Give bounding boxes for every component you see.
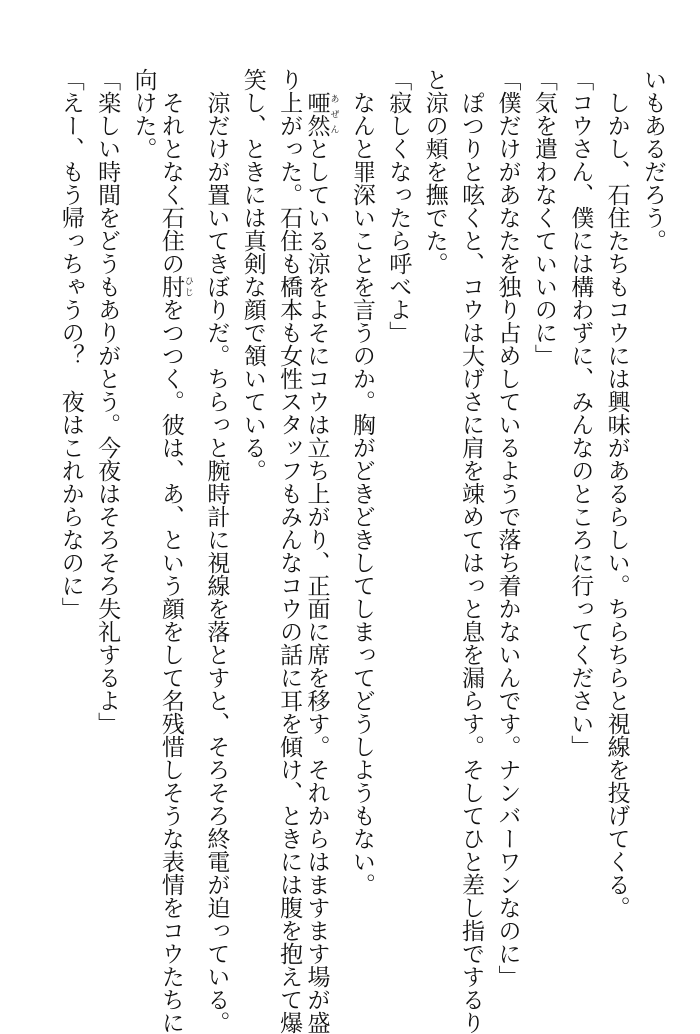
ruby-annotation <box>157 275 193 298</box>
text-line: り上がった。石住も橋本も女性スタッフもみんなコウの話に耳を傾け、ときには腹を抱えて爆 <box>276 68 303 1034</box>
text-line: 涼だけが置いてきぼりだ。ちらっと腕時計に視線を落とすと、そろそろ終電が迫っている。 <box>203 68 230 1034</box>
text-line: と涼の頬を撫でた。 <box>421 68 448 275</box>
text-line: なんと罪深いことを言うのか。胸がどきどきしてしまってどうしようもない。 <box>348 68 375 896</box>
text-line: ぽつりと呟くと、コウは大げさに肩を竦めてはっと息を漏らす。そしてひと差し指でするり <box>458 68 485 1034</box>
text-line: 向けた。 <box>130 68 157 160</box>
text-line: 「コウさん、僕には構わずに、みんなのところに行ってください」 <box>567 68 594 758</box>
text-line: 「えー、もう帰っちゃうの？ 夜はこれからなのに」 <box>57 68 84 620</box>
line-segment <box>303 68 329 91</box>
ruby-annotation <box>303 91 339 137</box>
ruby-base: 肘 <box>157 275 184 298</box>
ruby-reading: ひじ <box>182 275 193 298</box>
line-segment: としている涼をよそにコウは立ち上がり、正面に席を移す。それからはますます場が盛 <box>303 137 330 1034</box>
line-segment: それとなく石住の <box>157 68 184 275</box>
text-line: 「僕だけがあなたを独り占めしているようで落ち着かないんです。ナンバーワンなのに」 <box>494 68 521 988</box>
vertical-text-body <box>34 68 666 1034</box>
text-line: いもあるだろう。 <box>640 68 666 252</box>
ruby-base: 唖然 <box>303 91 330 137</box>
text-line: 「寂しくなったら呼べよ」 <box>385 68 412 344</box>
line-segment: をつつく。彼は、あ、という顔をして名残惜しそうな表情をコウたちに <box>157 298 184 1034</box>
text-line: 「気を遣わなくていいのに」 <box>530 68 557 367</box>
text-line: 「楽しい時間をどうもありがとう。今夜はそろそろ失礼するよ」 <box>94 68 121 735</box>
text-line: 笑し、ときには真剣な顔で頷いている。 <box>239 68 266 482</box>
ruby-reading: あぜん <box>328 91 339 137</box>
text-line: しかし、石住たちもコウには興味があるらしい。ちらちらと視線を投げてくる。 <box>603 68 630 919</box>
text-line-with-ruby <box>157 68 193 1034</box>
text-line-with-ruby <box>303 68 339 1034</box>
